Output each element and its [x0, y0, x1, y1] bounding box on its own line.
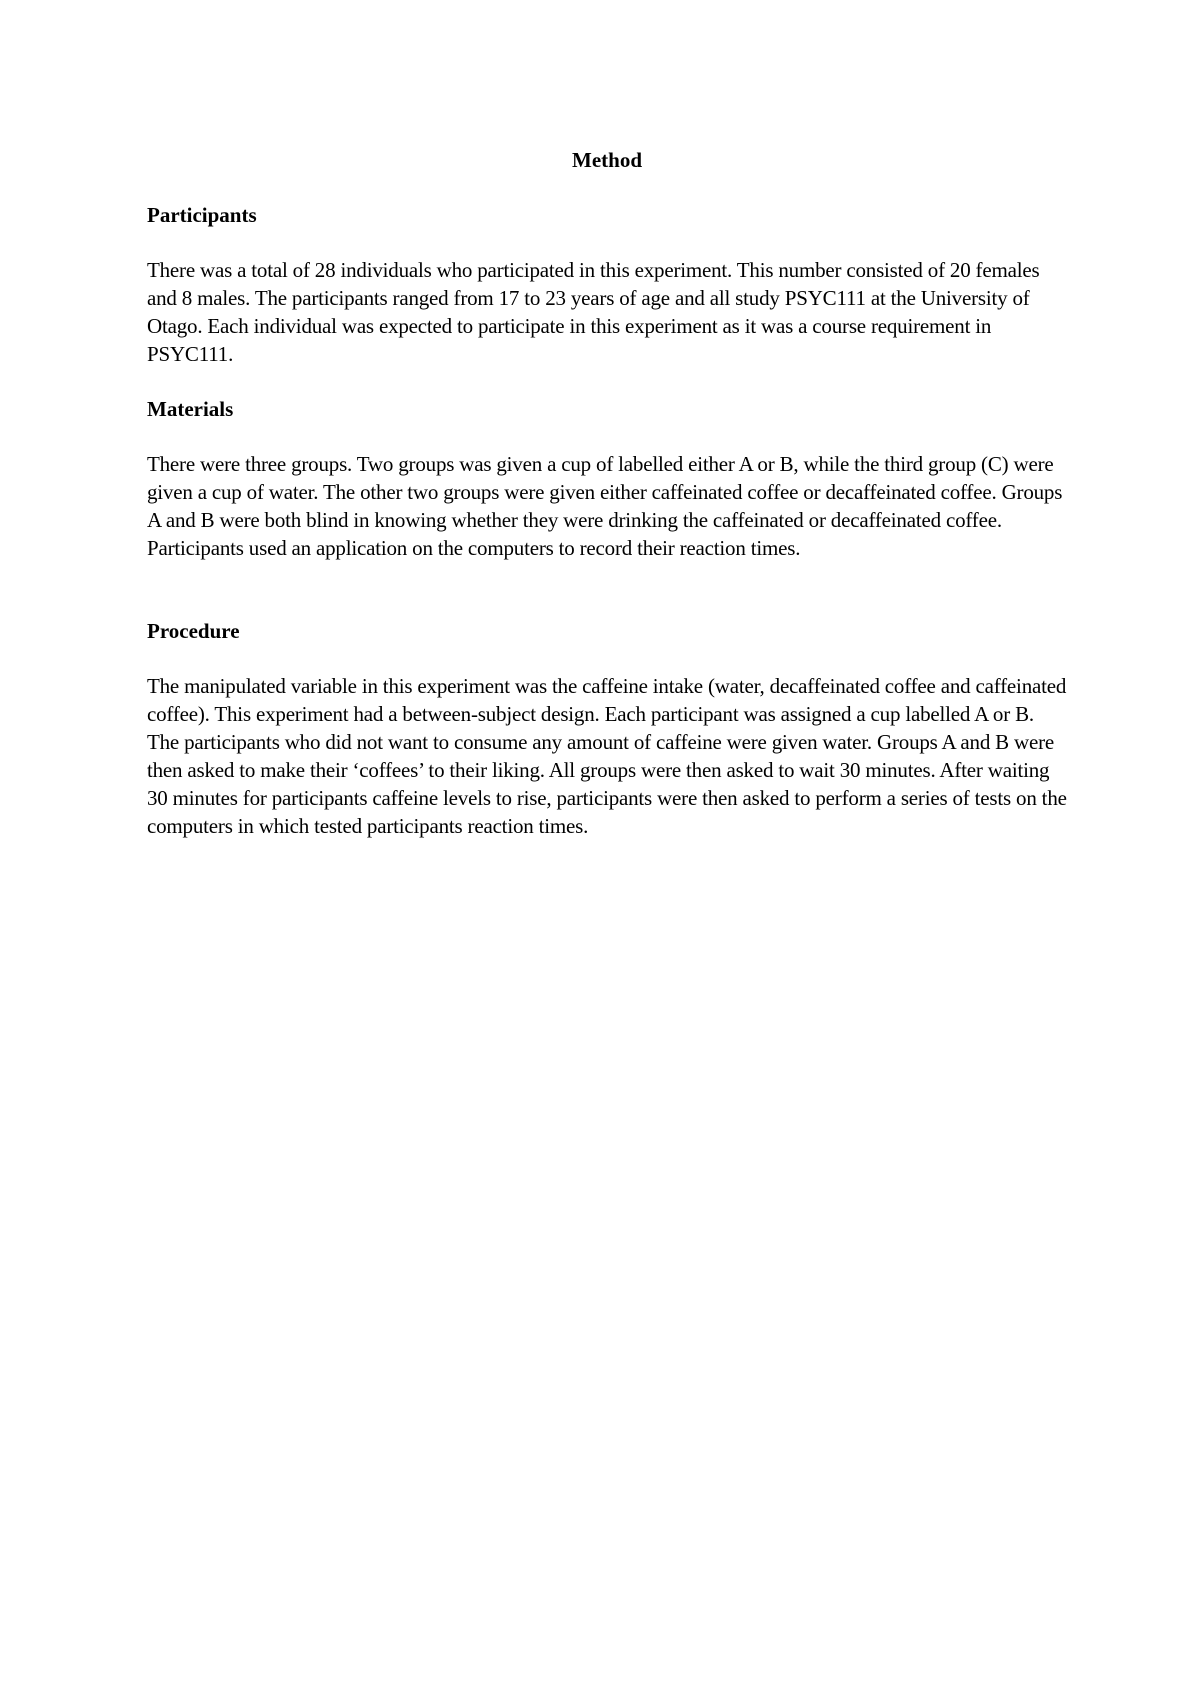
materials-paragraph: There were three groups. Two groups was given a cup of labelled either A or B, while the third group (C) were given a cup of water. The other two groups were given either caffeinated coffee or decaffeinated coffee. Groups A and B were both blind in knowing whether they were drinking the caffeinated or decaffeinated coffee. Participants used an application on the computers to record their reaction times. — [147, 452, 1063, 560]
document-title: Method — [572, 148, 642, 172]
materials-heading: Materials — [147, 397, 234, 421]
participants-paragraph: There was a total of 28 individuals who participated in this experiment. This number consisted of 20 females and 8 males. The participants ranged from 17 to 23 years of age and all study PSYC111 at the University of Otago. Each individual was expected to participate in this experiment as it was a course requirement in PSYC111. — [147, 258, 1040, 366]
procedure-heading: Procedure — [147, 619, 240, 643]
document-content — [147, 146, 1067, 840]
procedure-paragraph: The manipulated variable in this experiment was the caffeine intake (water, decaffeinated coffee and caffeinated coffee). This experiment had a between-subject design. Each participant was assigned a cup labelled A or B. The participants who did not want to consume any amount of caffeine were given water. Groups A and B were then asked to make their ‘coffees’ to their liking. All groups were then asked to wait 30 minutes. After waiting 30 minutes for participants caffeine levels to rise, participants were then asked to perform a series of tests on the computers in which tested participants reaction times. — [147, 674, 1067, 838]
participants-heading: Participants — [147, 203, 257, 227]
